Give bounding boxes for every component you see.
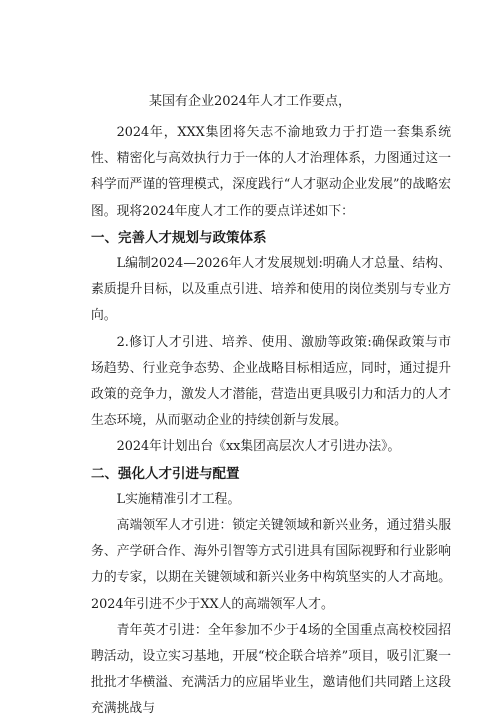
section-2-paragraph-1: L实施精准引才工程。: [116, 491, 241, 507]
document-body: [91, 120, 451, 723]
section-2-paragraph-2: 高端领军人才引进：锁定关键领域和新兴业务，通过猎头服务、产学研合作、海外引智等方式引进具有国际视野和行业影响力的专家，以期在关键领域和新兴业务中构筑坚实的人才高地。2024年引进不少于XX人的高端领军人才。: [91, 518, 451, 612]
section-1-paragraph-3: 2024年计划出台《xx集团高层次人才引进办法》。: [116, 439, 401, 455]
document-title: 某国有企业2024年人才工作要点，: [148, 94, 352, 109]
section-heading-1: 一、完善人才规划与政策体系: [91, 229, 267, 246]
section-heading-2: 二、强化人才引进与配置: [91, 465, 240, 482]
intro-paragraph: 2024年，XXX集团将矢志不渝地致力于打造一套集系统性、精密化与高效执行力于一体的人才治理体系，力图通过这一科学而严谨的管理模式，深度践行“人才驱动企业发展”的战略宏图。现将2024年度人才工作的要点详述如下：: [91, 125, 451, 219]
section-2-paragraph-3: 青年英才引进：全年参加不少于4场的全国重点高校校园招聘活动，设立实习基地，开展“校企联合培养”项目，吸引汇聚一批批才华横溢、充满活力的应届毕业生，邀请他们共同踏上这段充满挑战与: [91, 622, 451, 717]
section-1-paragraph-1: L编制2024—2026年人才发展规划:明确人才总量、结构、素质提升目标，以及重点引进、培养和使用的岗位类别与专业方向。: [91, 256, 451, 324]
section-1-paragraph-2: 2.修订人才引进、培养、使用、激励等政策:确保政策与市场趋势、行业竞争态势、企业战略目标相适应，同时，通过提升政策的竞争力，激发人才潜能，营造出更具吸引力和活力的人才生态环境，从而驱动企业的持续创新与发展。: [91, 334, 451, 429]
